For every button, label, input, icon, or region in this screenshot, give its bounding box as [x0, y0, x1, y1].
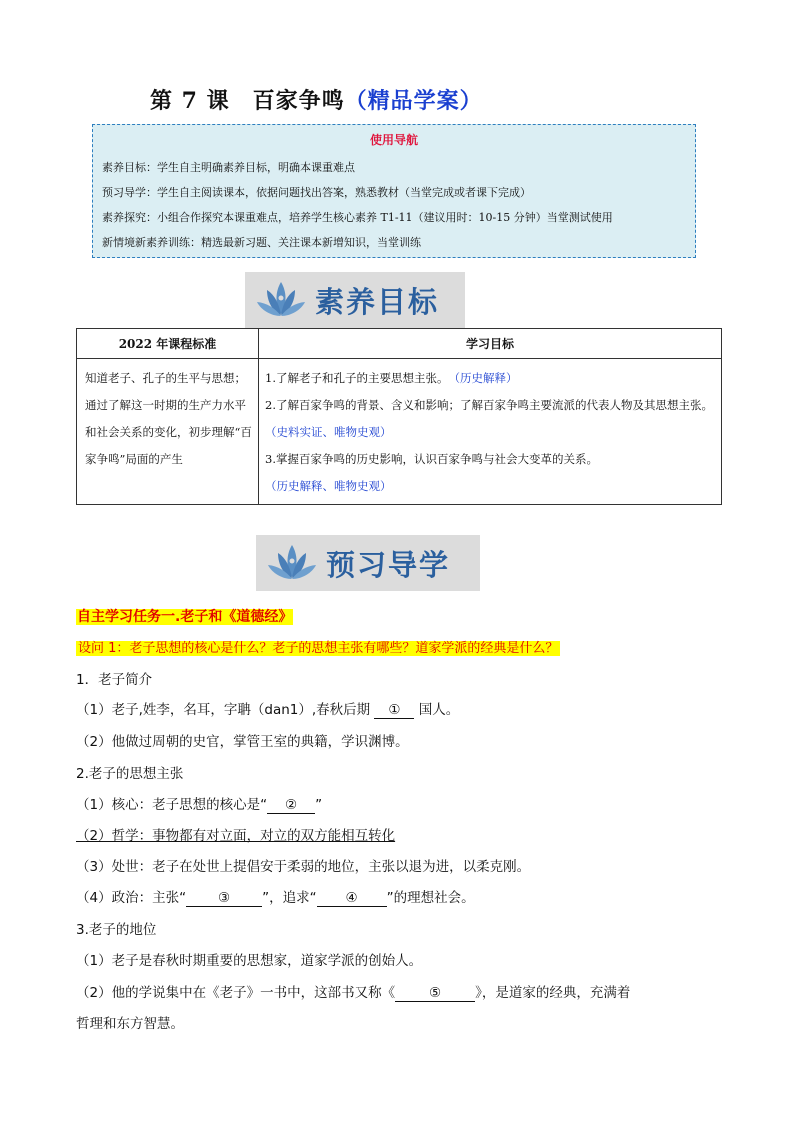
lotus-icon: [266, 541, 318, 585]
blank-5: ⑤: [395, 985, 475, 1002]
section-1-heading: 1．老子简介: [76, 672, 153, 688]
objectives-cell: [259, 359, 722, 505]
blank-4: ④: [317, 890, 387, 907]
question-line: 设问 1：老子思想的核心是什么？老子的思想主张有哪些？道家学派的经典是什么？: [78, 641, 559, 656]
thought-conduct-line: （3）处世：老子在处世上提倡安于柔弱的地位，主张以退为进，以柔克刚。: [76, 859, 531, 875]
nav-line-explore: 素养探究：小组合作探究本课重难点，培养学生核心素养 T1-11（建议用时：10-15 分钟）当堂测试使用: [102, 211, 613, 224]
blank-2: ②: [267, 797, 315, 814]
standard-cell: 知道老子、孔子的生平与思想；通过了解这一时期的生产力水平和社会关系的变化，初步理解“百家争鸣”局面的产生: [77, 359, 259, 505]
objective-tag: （史料实证、唯物史观）: [265, 425, 392, 439]
usage-navigation-box: [92, 124, 696, 258]
goals-banner-text: 素养目标: [315, 284, 440, 319]
lesson-title-main: 第 7 课 百家争鸣: [150, 88, 345, 114]
section-3-heading: 3.老子的地位: [76, 922, 157, 938]
nav-line-preview: 预习导学：学生自主阅读课本，依据问题找出答案，熟悉教材（当堂完成或者课下完成）: [102, 186, 531, 199]
blank-1: ①: [374, 702, 414, 719]
lesson-title: [150, 84, 483, 115]
blank-3: ③: [186, 890, 262, 907]
task-heading: 自主学习任务一.老子和《道德经》: [77, 609, 293, 625]
status-line-1: （1）老子是春秋时期重要的思想家，道家学派的创始人。: [76, 953, 423, 969]
goals-table-header-row: [77, 329, 722, 359]
goals-banner: [245, 272, 465, 328]
usage-navigation-title: 使用导航: [369, 133, 418, 147]
thought-politics-line: （4）政治：主张“ ③ ”，追求“ ④ ”的理想社会。: [76, 890, 475, 906]
goals-table-row: [77, 359, 722, 505]
lesson-title-paren: （精品学案）: [344, 88, 483, 114]
thought-core-line: （1）核心：老子思想的核心是“ ② ”: [76, 797, 323, 813]
objective-tag: （历史解释、唯物史观）: [265, 479, 392, 493]
status-line-3: 哲理和东方智慧。: [76, 1016, 184, 1032]
nav-line-training: 新情境新素养训练：精选最新习题、关注课本新增知识，当堂训练: [102, 236, 421, 249]
status-line-2: （2）他的学说集中在《老子》一书中，这部书又称《 ⑤ 》，是道家的经典，充满着: [76, 985, 631, 1001]
laozi-intro-line-2: （2）他做过周朝的史官，掌管王室的典籍，学识渊博。: [76, 734, 409, 750]
goals-table: [76, 328, 722, 505]
objective-item: 2.了解百家争鸣的背景、含义和影响；了解百家争鸣主要流派的代表人物及其思想主张。（史料实证、唯物史观）: [265, 398, 713, 439]
section-2-heading: 2.老子的思想主张: [76, 766, 184, 782]
nav-line-goals: 素养目标：学生自主明确素养目标，明确本课重难点: [102, 161, 355, 174]
preview-banner-text: 预习导学: [326, 547, 451, 582]
thought-philosophy-line: （2）哲学：事物都有对立面，对立的双方能相互转化: [76, 828, 396, 844]
header-objectives: 学习目标: [259, 329, 722, 359]
objective-item: 3.掌握百家争鸣的历史影响，认识百家争鸣与社会大变革的关系。（历史解释、唯物史观）: [265, 452, 598, 493]
objective-tag: （历史解释）: [454, 371, 518, 385]
objective-item: 1.了解老子和孔子的主要思想主张。 （历史解释）: [265, 371, 518, 385]
lotus-icon: [255, 278, 307, 322]
header-standard: 2022 年课程标准: [77, 329, 259, 359]
laozi-intro-line-1: （1）老子,姓李，名耳，字聃（dan1）,春秋后期 ① 国人。: [76, 702, 460, 718]
preview-banner: [256, 535, 480, 591]
